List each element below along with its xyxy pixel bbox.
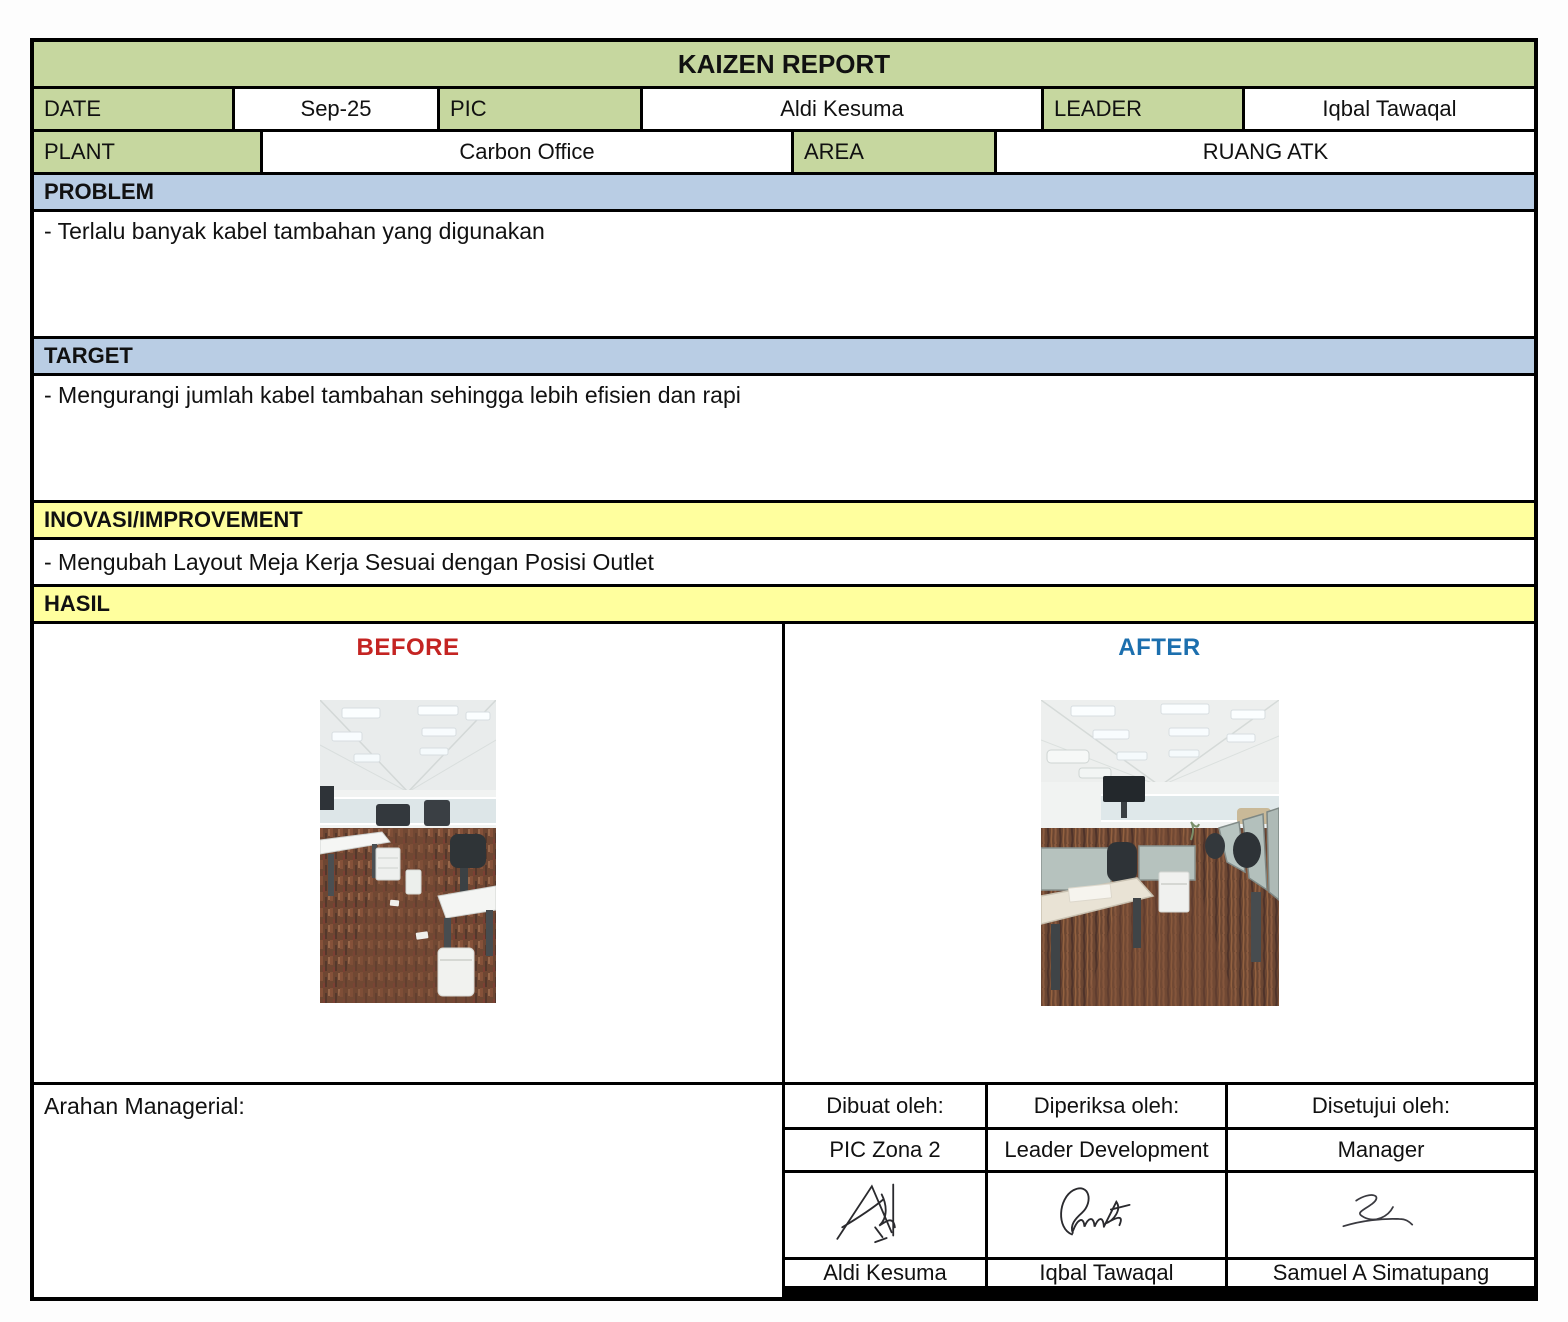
approval-table xyxy=(785,1085,1534,1297)
problem-header-row xyxy=(34,175,1534,209)
improvement-header-row xyxy=(34,503,1534,537)
approval-header-row xyxy=(785,1085,1534,1127)
date-label: DATE xyxy=(34,89,232,129)
plant-label: PLANT xyxy=(34,132,260,172)
approval-name-row xyxy=(785,1260,1534,1286)
result-body-row xyxy=(34,624,1534,1082)
target-body-row xyxy=(34,376,1534,500)
problem-body-row xyxy=(34,212,1534,336)
approval-header-dibuat: Dibuat oleh: xyxy=(785,1085,985,1127)
target-text: - Mengurangi jumlah kabel tambahan sehingga lebih efisien dan rapi xyxy=(34,376,1534,500)
result-header-row xyxy=(34,587,1534,621)
title-row xyxy=(34,42,1534,86)
area-value: RUANG ATK xyxy=(997,132,1534,172)
result-section-header: HASIL xyxy=(34,587,1534,621)
managerial-note: Arahan Managerial: xyxy=(34,1085,782,1297)
meta-row-1 xyxy=(34,89,1534,129)
problem-section-header: PROBLEM xyxy=(34,175,1534,209)
plant-value: Carbon Office xyxy=(263,132,791,172)
approval-name-samuel: Samuel A Simatupang xyxy=(1228,1260,1534,1286)
kaizen-report-table xyxy=(30,38,1538,1301)
improvement-text: - Mengubah Layout Meja Kerja Sesuai dengan Posisi Outlet xyxy=(34,540,1534,584)
page-title: KAIZEN REPORT xyxy=(34,42,1534,86)
approval-name-aldi: Aldi Kesuma xyxy=(785,1260,985,1286)
pic-value: Aldi Kesuma xyxy=(643,89,1041,129)
approval-name-iqbal: Iqbal Tawaqal xyxy=(988,1260,1225,1286)
signature-iqbal xyxy=(988,1173,1225,1257)
date-value: Sep-25 xyxy=(235,89,437,129)
approval-role-row xyxy=(785,1130,1534,1170)
leader-label: LEADER xyxy=(1044,89,1242,129)
approval-header-disetujui: Disetujui oleh: xyxy=(1228,1085,1534,1127)
area-label: AREA xyxy=(794,132,994,172)
meta-row-2 xyxy=(34,132,1534,172)
approval-role-manager: Manager xyxy=(1228,1130,1534,1170)
leader-value: Iqbal Tawaqal xyxy=(1245,89,1534,129)
footer-row xyxy=(34,1085,1534,1297)
before-panel xyxy=(34,624,782,1082)
problem-text: - Terlalu banyak kabel tambahan yang digunakan xyxy=(34,212,1534,336)
approval-header-diperiksa: Diperiksa oleh: xyxy=(988,1085,1225,1127)
approval-role-pic: PIC Zona 2 xyxy=(785,1130,985,1170)
signature-aldi xyxy=(785,1173,985,1257)
signature-samuel xyxy=(1228,1173,1534,1257)
before-photo xyxy=(320,700,496,1003)
approval-role-leader: Leader Development xyxy=(988,1130,1225,1170)
after-panel xyxy=(785,624,1534,1082)
after-label: AFTER xyxy=(1118,634,1201,661)
target-section-header: TARGET xyxy=(34,339,1534,373)
improvement-body-row xyxy=(34,540,1534,584)
approval-signature-row xyxy=(785,1173,1534,1257)
improvement-section-header: INOVASI/IMPROVEMENT xyxy=(34,503,1534,537)
after-photo xyxy=(1041,700,1279,1006)
target-header-row xyxy=(34,339,1534,373)
before-label: BEFORE xyxy=(356,634,460,661)
pic-label: PIC xyxy=(440,89,640,129)
